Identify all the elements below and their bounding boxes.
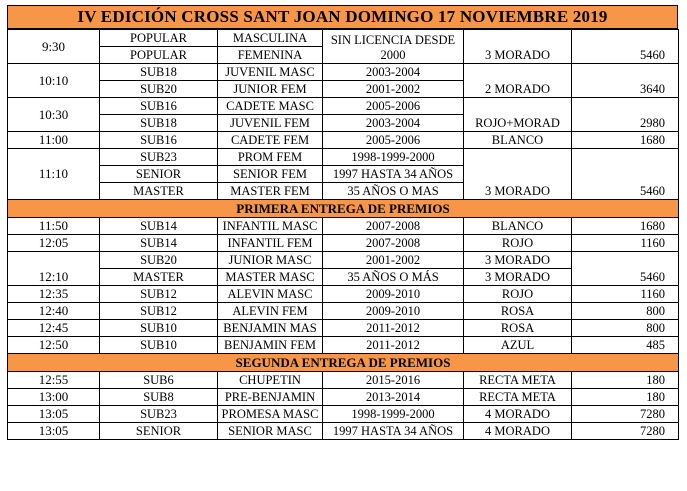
category-cell: SUB20 <box>100 252 218 269</box>
time-cell: 13:00 <box>8 389 100 406</box>
time-cell: 10:30 <box>8 98 100 132</box>
category-cell: POPULAR <box>100 30 218 47</box>
years-line: SIN LICENCIA DESDE <box>330 33 456 47</box>
years-cell: 2015-2016 <box>323 372 464 389</box>
category-cell: SUB8 <box>100 389 218 406</box>
total-cell: 2980 <box>572 98 679 132</box>
color-cell: RECTA META <box>464 389 572 406</box>
color-cell: ROJO <box>464 286 572 303</box>
subcategory-cell: JUVENIL FEM <box>218 115 323 132</box>
years-cell: 2007-2008 <box>323 235 464 252</box>
color-cell: RECTA META <box>464 372 572 389</box>
table-row <box>8 149 679 166</box>
subcategory-cell: JUVENIL MASC <box>218 64 323 81</box>
subcategory-cell: BENJAMIN MAS <box>218 320 323 337</box>
years-cell: 2001-2002 <box>323 252 464 269</box>
time-cell: 12:05 <box>8 235 100 252</box>
category-cell: SENIOR <box>100 166 218 183</box>
subcategory-cell: ALEVIN FEM <box>218 303 323 320</box>
total-cell: 180 <box>572 389 679 406</box>
total-cell: 7280 <box>572 423 679 440</box>
subcategory-cell: PROMESA MASC <box>218 406 323 423</box>
subcategory-cell: CADETE FEM <box>218 132 323 149</box>
years-cell: 1998-1999-2000 <box>323 149 464 166</box>
years-cell: 1997 HASTA 34 AÑOS <box>323 423 464 440</box>
subcategory-cell: INFANTIL MASC <box>218 218 323 235</box>
category-cell: SUB6 <box>100 372 218 389</box>
subcategory-cell: SENIOR FEM <box>218 166 323 183</box>
category-cell: SUB23 <box>100 406 218 423</box>
color-cell: 2 MORADO <box>464 64 572 98</box>
category-cell: SUB16 <box>100 132 218 149</box>
subcategory-cell: JUNIOR MASC <box>218 252 323 269</box>
table-row <box>8 372 679 389</box>
color-cell: 4 MORADO <box>464 406 572 423</box>
years-cell: 35 AÑOS O MÁS <box>323 269 464 286</box>
category-cell: SUB10 <box>100 320 218 337</box>
total-cell: 5460 <box>572 149 679 200</box>
color-cell: BLANCO <box>464 218 572 235</box>
color-cell: 3 MORADO <box>464 269 572 286</box>
category-cell: SENIOR <box>100 423 218 440</box>
color-cell: 4 MORADO <box>464 423 572 440</box>
years-cell <box>323 30 464 64</box>
total-cell: 1160 <box>572 235 679 252</box>
total-cell: 5460 <box>572 252 679 286</box>
total-cell: 5460 <box>572 30 679 64</box>
color-cell: 3 MORADO <box>464 149 572 200</box>
subcategory-cell: BENJAMIN FEM <box>218 337 323 354</box>
subcategory-cell: FEMENINA <box>218 47 323 64</box>
time-cell: 12:55 <box>8 372 100 389</box>
years-cell: 35 AÑOS O MAS <box>323 183 464 200</box>
category-cell: SUB14 <box>100 235 218 252</box>
page-title: IV EDICIÓN CROSS SANT JOAN DOMINGO 17 NOVIEMBRE 2019 <box>7 5 678 29</box>
time-cell: 12:50 <box>8 337 100 354</box>
years-cell: 2003-2004 <box>323 64 464 81</box>
total-cell: 1160 <box>572 286 679 303</box>
table-row <box>8 218 679 235</box>
section-row <box>8 354 679 372</box>
subcategory-cell: MASTER MASC <box>218 269 323 286</box>
category-cell: SUB18 <box>100 115 218 132</box>
years-line: 2000 <box>380 48 406 62</box>
category-cell: SUB18 <box>100 64 218 81</box>
schedule-body <box>8 30 679 440</box>
years-cell: 2001-2002 <box>323 81 464 98</box>
total-cell: 3640 <box>572 64 679 98</box>
years-cell: 1998-1999-2000 <box>323 406 464 423</box>
years-cell: 2011-2012 <box>323 320 464 337</box>
subcategory-cell: ALEVIN MASC <box>218 286 323 303</box>
time-cell: 12:35 <box>8 286 100 303</box>
years-cell: 2007-2008 <box>323 218 464 235</box>
years-cell: 2011-2012 <box>323 337 464 354</box>
table-row <box>8 286 679 303</box>
years-cell: 2009-2010 <box>323 303 464 320</box>
total-cell: 800 <box>572 303 679 320</box>
category-cell: SUB16 <box>100 98 218 115</box>
total-cell: 1680 <box>572 218 679 235</box>
color-cell: ROSA <box>464 303 572 320</box>
category-cell: SUB10 <box>100 337 218 354</box>
table-row <box>8 98 679 115</box>
subcategory-cell: MASTER FEM <box>218 183 323 200</box>
category-cell: SUB12 <box>100 286 218 303</box>
time-cell: 9:30 <box>8 30 100 64</box>
table-row <box>8 389 679 406</box>
total-cell: 800 <box>572 320 679 337</box>
category-cell: SUB14 <box>100 218 218 235</box>
subcategory-cell: SENIOR MASC <box>218 423 323 440</box>
section-row <box>8 200 679 218</box>
years-cell: 2003-2004 <box>323 115 464 132</box>
subcategory-cell: CADETE MASC <box>218 98 323 115</box>
subcategory-cell: MASCULINA <box>218 30 323 47</box>
total-cell: 1680 <box>572 132 679 149</box>
category-cell: SUB20 <box>100 81 218 98</box>
years-cell: 2005-2006 <box>323 98 464 115</box>
table-row <box>8 337 679 354</box>
category-cell: POPULAR <box>100 47 218 64</box>
subcategory-cell: JUNIOR FEM <box>218 81 323 98</box>
section-heading: SEGUNDA ENTREGA DE PREMIOS <box>8 354 679 372</box>
table-row <box>8 252 679 269</box>
total-cell: 485 <box>572 337 679 354</box>
years-cell: 2013-2014 <box>323 389 464 406</box>
time-cell: 11:10 <box>8 149 100 200</box>
total-cell: 7280 <box>572 406 679 423</box>
subcategory-cell: PRE-BENJAMIN <box>218 389 323 406</box>
time-cell: 12:40 <box>8 303 100 320</box>
table-row <box>8 132 679 149</box>
years-cell: 2009-2010 <box>323 286 464 303</box>
years-cell: 2005-2006 <box>323 132 464 149</box>
time-cell: 13:05 <box>8 423 100 440</box>
table-row <box>8 406 679 423</box>
color-cell: 3 MORADO <box>464 252 572 269</box>
subcategory-cell: PROM FEM <box>218 149 323 166</box>
category-cell: SUB23 <box>100 149 218 166</box>
years-cell: 1997 HASTA 34 AÑOS <box>323 166 464 183</box>
table-row <box>8 303 679 320</box>
category-cell: MASTER <box>100 269 218 286</box>
time-cell: 12:10 <box>8 252 100 286</box>
table-row <box>8 235 679 252</box>
time-cell: 13:05 <box>8 406 100 423</box>
schedule-table <box>7 29 679 440</box>
category-cell: MASTER <box>100 183 218 200</box>
color-cell: ROJO <box>464 235 572 252</box>
color-cell: 3 MORADO <box>464 30 572 64</box>
table-row <box>8 64 679 81</box>
table-row <box>8 423 679 440</box>
time-cell: 12:45 <box>8 320 100 337</box>
subcategory-cell: CHUPETIN <box>218 372 323 389</box>
color-cell: AZUL <box>464 337 572 354</box>
color-cell: ROSA <box>464 320 572 337</box>
time-cell: 11:50 <box>8 218 100 235</box>
section-heading: PRIMERA ENTREGA DE PREMIOS <box>8 200 679 218</box>
table-row <box>8 30 679 47</box>
time-cell: 10:10 <box>8 64 100 98</box>
time-cell: 11:00 <box>8 132 100 149</box>
total-cell: 180 <box>572 372 679 389</box>
table-row <box>8 320 679 337</box>
subcategory-cell: INFANTIL FEM <box>218 235 323 252</box>
category-cell: SUB12 <box>100 303 218 320</box>
color-cell: ROJO+MORAD <box>464 98 572 132</box>
color-cell: BLANCO <box>464 132 572 149</box>
schedule-sheet <box>7 5 678 440</box>
